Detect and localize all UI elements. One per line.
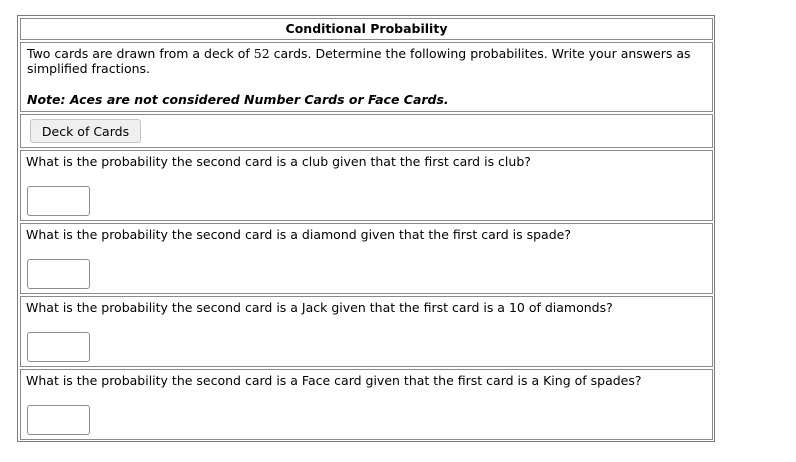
aces-note: Note: Aces are not considered Number Cards or Face Cards. — [27, 92, 449, 107]
instructions-text-start: Two cards are drawn from a deck of — [27, 46, 254, 61]
problem-intro — [20, 42, 713, 112]
question-3-text: What is the probability the second card is a Jack given that the first card is a 10 of diamonds? — [26, 300, 613, 315]
question-1 — [20, 150, 713, 221]
question-3 — [20, 296, 713, 367]
instructions-text — [27, 46, 706, 76]
question-2-answer-input[interactable] — [27, 259, 90, 289]
deck-row — [20, 114, 713, 148]
question-4-answer-input[interactable] — [27, 405, 90, 435]
question-2-text: What is the probability the second card is a diamond given that the first card is spade? — [26, 227, 571, 242]
page-title: Conditional Probability — [20, 18, 713, 40]
deck-size-number: 52 — [253, 46, 270, 61]
question-2 — [20, 223, 713, 294]
question-3-answer-input[interactable] — [27, 332, 90, 362]
question-1-text: What is the probability the second card is a club given that the first card is club? — [26, 154, 531, 169]
instructions-text-end: cards. Determine the following probabilites. Write your answers as simplified fractions. — [27, 46, 691, 76]
question-4-text: What is the probability the second card is a Face card given that the first card is a King of spades? — [26, 373, 642, 388]
question-4 — [20, 369, 713, 440]
question-1-answer-input[interactable] — [27, 186, 90, 216]
deck-of-cards-button[interactable]: Deck of Cards — [30, 119, 141, 143]
